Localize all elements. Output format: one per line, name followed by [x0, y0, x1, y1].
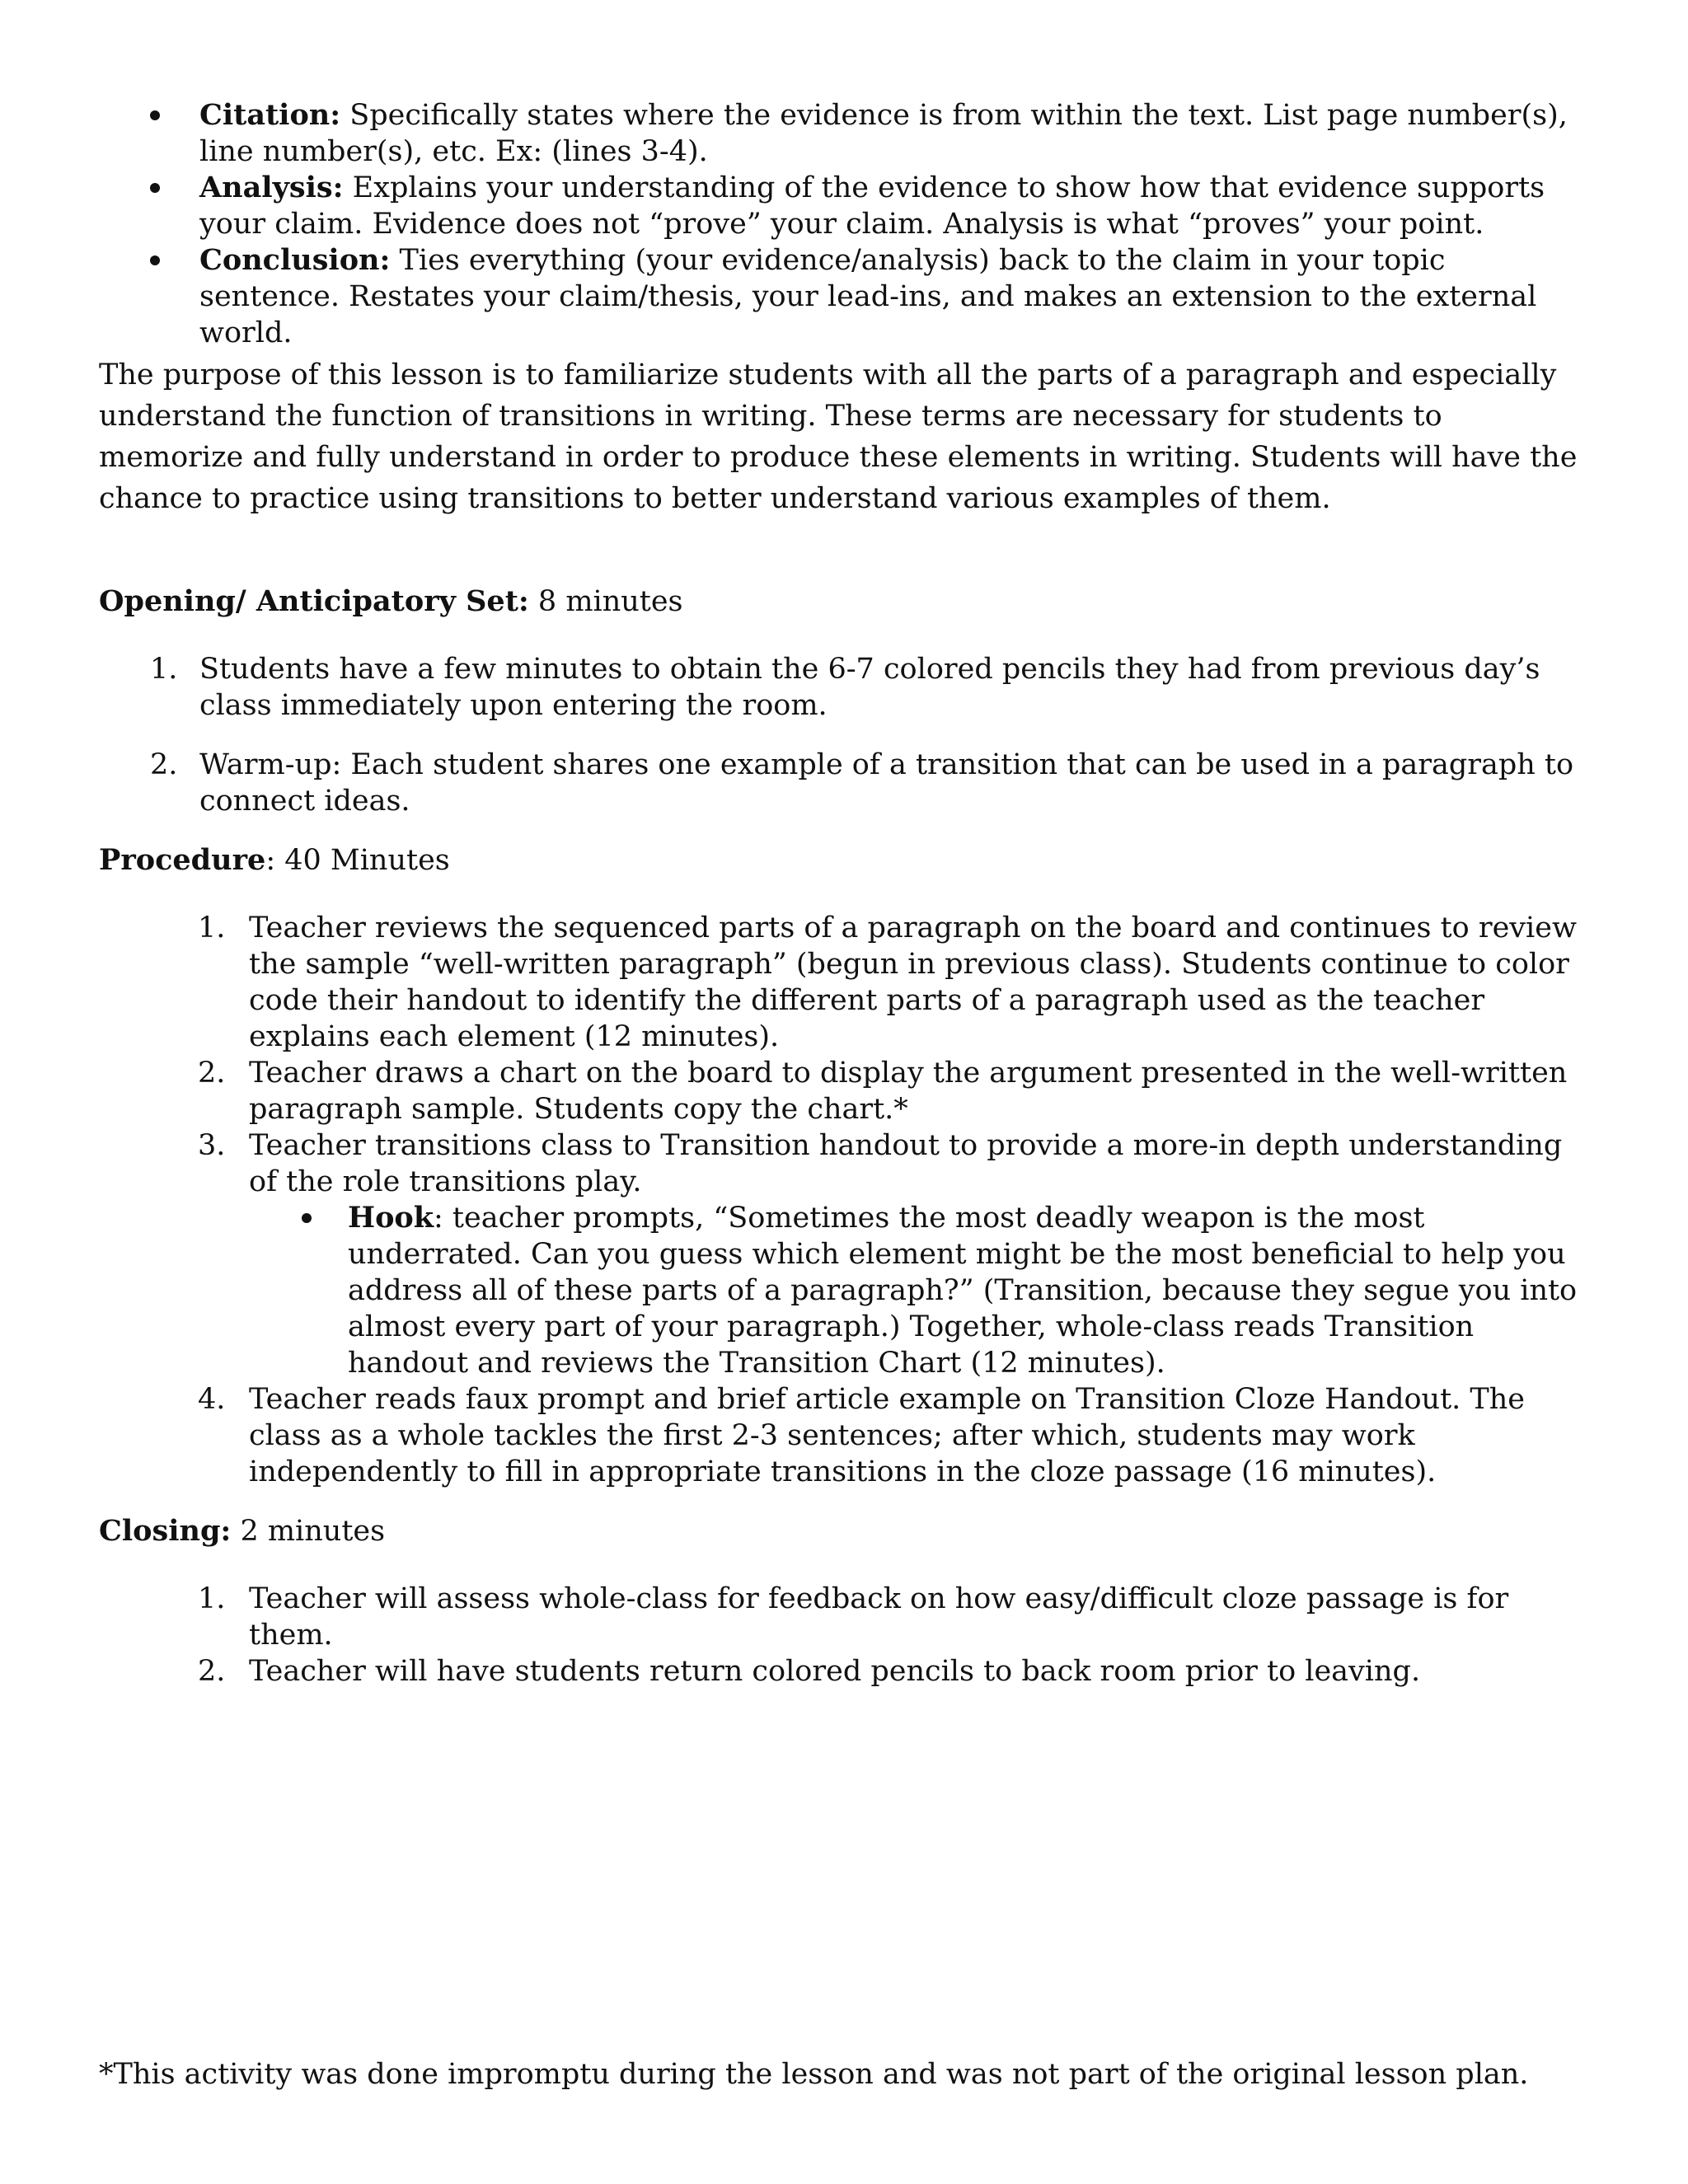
procedure-heading-label: Procedure — [99, 843, 266, 877]
item-text: Teacher will have students return colored pencils to back room prior to leaving. — [249, 1655, 1421, 1688]
closing-list — [99, 1581, 1591, 1690]
bullet-conclusion — [99, 242, 1591, 351]
bullet-dot-icon — [302, 1213, 312, 1223]
purpose-paragraph: The purpose of this lesson is to familiarize students with all the parts of a paragraph and especially understand the function of transitions in writing. These terms are necessary for students to memorize and fully understand in order to produce these elements in writing. Students will have the chance to practice using transitions to better understand various examples of them. — [99, 359, 1578, 515]
footnote: *This activity was done impromptu during the lesson and was not part of the original lesson plan. — [99, 2058, 1529, 2091]
bullet-text: Specifically states where the evidence is from within the text. List page number(s), line number(s), etc. Ex: (lines 3-4). — [199, 99, 1568, 168]
item-number: 2. — [150, 748, 178, 781]
opening-heading-label: Opening/ Anticipatory Set: — [99, 584, 529, 618]
procedure-item — [99, 1127, 1591, 1381]
item-text: Teacher draws a chart on the board to display the argument presented in the well-written paragraph sample. Students copy the chart.* — [249, 1057, 1568, 1126]
bullet-analysis — [99, 170, 1591, 242]
bullet-term: Conclusion: — [199, 243, 391, 277]
closing-heading — [99, 1513, 1591, 1549]
procedure-time: : 40 Minutes — [265, 844, 450, 877]
closing-heading-label: Closing: — [99, 1514, 232, 1548]
procedure-item — [99, 1055, 1591, 1127]
opening-heading — [99, 583, 1591, 620]
opening-list — [99, 651, 1591, 819]
item-text: Teacher reads faux prompt and brief article example on Transition Cloze Handout. The class as a whole tackles the first 2-3 sentences; after which, students may work independently to fill in appropriate transitions in the cloze passage (16 minutes). — [249, 1383, 1525, 1488]
closing-time: 2 minutes — [231, 1515, 386, 1548]
hook-item — [99, 1200, 1591, 1381]
bullet-dot-icon — [150, 110, 160, 120]
procedure-list — [99, 910, 1591, 1490]
item-number: 3. — [198, 1129, 226, 1162]
bullet-dot-icon — [150, 183, 160, 193]
bullet-text: Explains your understanding of the evidence to show how that evidence supports your claim. Evidence does not “prove” your claim. Analysis is what “proves” your point. — [199, 171, 1545, 241]
item-text: Teacher reviews the sequenced parts of a paragraph on the board and continues to review the sample “well-written paragraph” (begun in previous class). Students continue to color code their handout to identify the different parts of a paragraph used as the teacher explains each element (12 minutes). — [249, 912, 1577, 1053]
item-number: 1. — [198, 912, 226, 944]
item-number: 2. — [198, 1057, 226, 1090]
hook-text: : teacher prompts, “Sometimes the most deadly weapon is the most underrated. Can you guess which element might be the most beneficial to help you address all of these parts of a paragraph?” (Transition, because they segue you into almost every part of your paragraph.) Together, whole-class reads Transition handout and reviews the Transition Chart (12 minutes). — [348, 1202, 1578, 1380]
document-page — [99, 97, 1591, 1690]
hook-list — [249, 1200, 1591, 1381]
item-text: Warm-up: Each student shares one example of a transition that can be used in a paragraph to connect ideas. — [199, 748, 1574, 818]
bullet-term: Analysis: — [199, 171, 344, 204]
procedure-item — [99, 1381, 1591, 1490]
item-number: 1. — [198, 1582, 226, 1615]
bullet-text: Ties everything (your evidence/analysis) back to the claim in your topic sentence. Restates your claim/thesis, your lead-ins, and makes an extension to the external world. — [199, 244, 1537, 349]
item-text: Teacher transitions class to Transition handout to provide a more-in depth understanding of the role transitions play. — [249, 1129, 1563, 1198]
bullet-term: Citation: — [199, 98, 341, 132]
opening-item — [99, 651, 1591, 724]
definition-list — [99, 97, 1591, 351]
bullet-dot-icon — [150, 255, 160, 265]
procedure-heading — [99, 842, 1591, 879]
procedure-item — [99, 910, 1591, 1055]
closing-item — [99, 1653, 1591, 1690]
item-number: 2. — [198, 1655, 226, 1688]
bullet-citation — [99, 97, 1591, 170]
hook-term: Hook — [348, 1201, 434, 1235]
opening-item — [99, 747, 1591, 819]
opening-time: 8 minutes — [528, 585, 683, 618]
item-text: Teacher will assess whole-class for feedback on how easy/difficult cloze passage is for them. — [249, 1582, 1509, 1652]
closing-item — [99, 1581, 1591, 1653]
item-number: 1. — [150, 653, 178, 686]
item-text: Students have a few minutes to obtain the 6-7 colored pencils they had from previous day’s class immediately upon entering the room. — [199, 653, 1540, 722]
item-number: 4. — [198, 1383, 226, 1416]
